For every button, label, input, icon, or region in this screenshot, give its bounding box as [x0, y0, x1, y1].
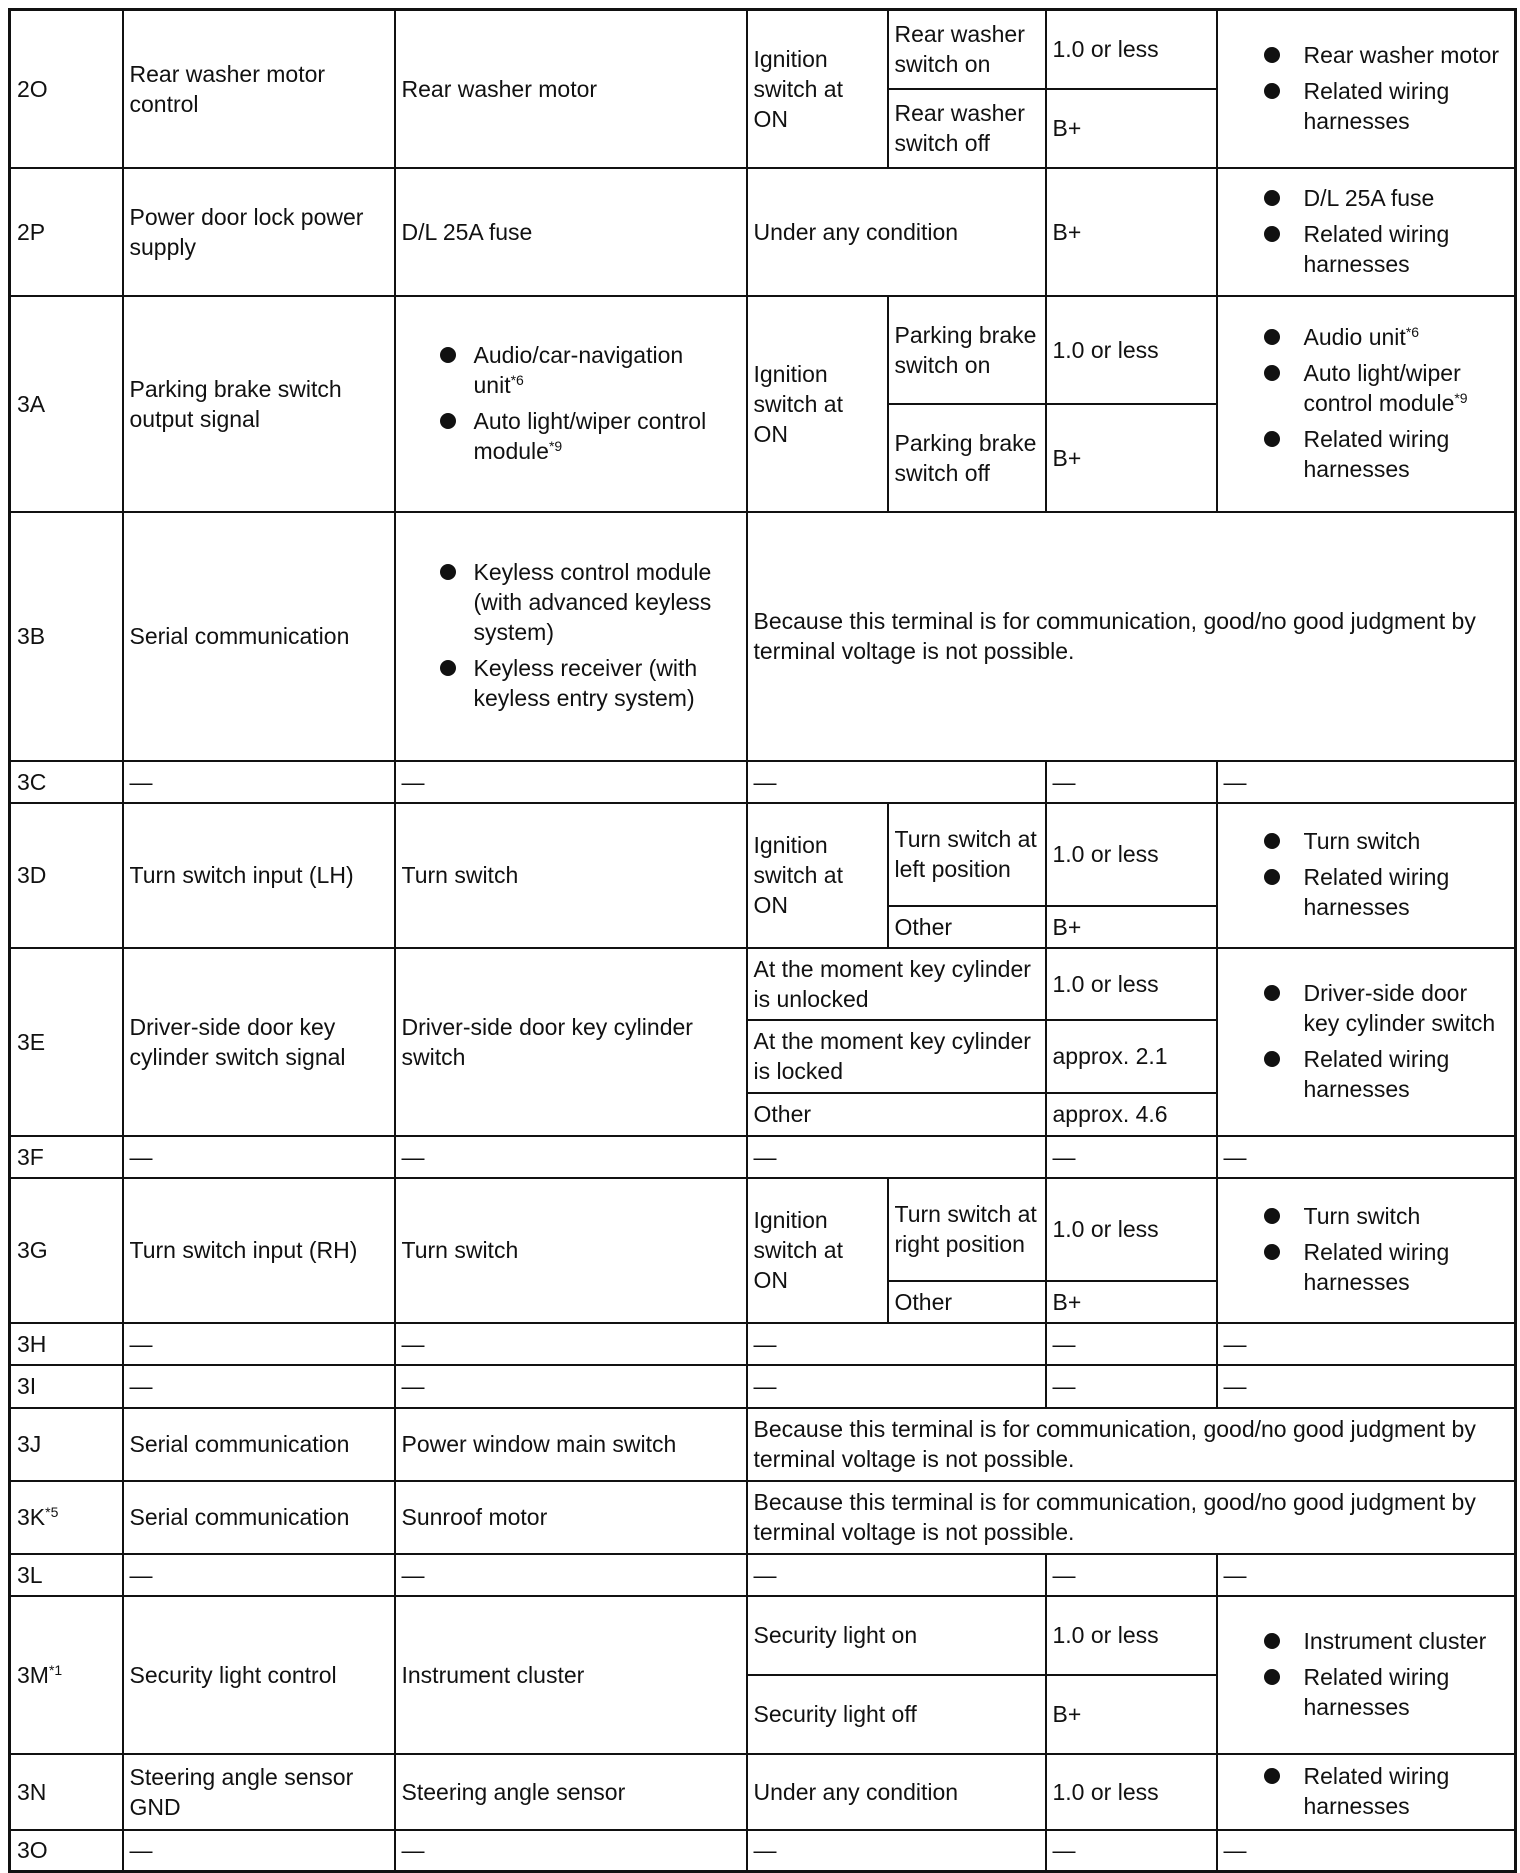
- reference-cell: [1217, 296, 1516, 512]
- condition-cell: Ignition switch at ON: [747, 296, 888, 512]
- condition-cell: At the moment key cylinder is locked: [747, 1020, 1046, 1093]
- list-item: Auto light/wiper control module$^{*9}$: [1224, 358, 1509, 418]
- reference-cell: [1217, 1178, 1516, 1323]
- dash-cell: —: [395, 1554, 747, 1596]
- dash-cell: —: [395, 1323, 747, 1365]
- table-row: [10, 803, 1516, 906]
- dash-cell: —: [747, 761, 1046, 803]
- note-cell: Because this terminal is for communication, good/no good judgment by terminal voltage is not possible.: [747, 1408, 1516, 1481]
- reference-cell: [1217, 10, 1516, 168]
- list-item: Related wiring harnesses: [1224, 1761, 1509, 1821]
- table-row: [10, 948, 1516, 1020]
- list-item: Auto light/wiper control module$^{*9}$: [402, 406, 740, 466]
- condition-cell: Ignition switch at ON: [747, 10, 888, 168]
- sub-condition-cell: Turn switch at left position: [888, 803, 1046, 906]
- table-row: [10, 1365, 1516, 1408]
- bullet-icon: [1264, 1768, 1280, 1784]
- connection-cell: Power window main switch: [395, 1408, 747, 1481]
- table-row: [10, 1754, 1516, 1830]
- dash-cell: —: [395, 1136, 747, 1178]
- list-item: Related wiring harnesses: [1224, 219, 1509, 279]
- bullet-icon: [1264, 83, 1280, 99]
- description-cell: Parking brake switch output signal: [123, 296, 395, 512]
- value-cell: 1.0 or less: [1046, 296, 1217, 404]
- dash-cell: —: [747, 1830, 1046, 1872]
- connection-cell: Turn switch: [395, 1178, 747, 1323]
- list-item: Driver-side door key cylinder switch: [1224, 978, 1509, 1038]
- description-cell: Serial communication: [123, 512, 395, 761]
- bullet-icon: [1264, 869, 1280, 885]
- table-row: [10, 1481, 1516, 1554]
- table-row: [10, 1554, 1516, 1596]
- condition-cell: Ignition switch at ON: [747, 1178, 888, 1323]
- bullet-icon: [1264, 833, 1280, 849]
- list-item: Turn switch: [1224, 1201, 1509, 1231]
- description-cell: Power door lock power supply: [123, 168, 395, 296]
- table-row: [10, 1830, 1516, 1872]
- dash-cell: —: [123, 1136, 395, 1178]
- bullet-icon: [1264, 190, 1280, 206]
- condition-cell: At the moment key cylinder is unlocked: [747, 948, 1046, 1020]
- value-cell: B+: [1046, 89, 1217, 168]
- dash-cell: —: [1217, 761, 1516, 803]
- table-row: [10, 1323, 1516, 1365]
- terminal-cell: 3E: [10, 948, 123, 1136]
- sub-condition-cell: Turn switch at right position: [888, 1178, 1046, 1281]
- dash-cell: —: [1217, 1365, 1516, 1408]
- dash-cell: —: [395, 761, 747, 803]
- sub-condition-cell: Other: [888, 1281, 1046, 1323]
- value-cell: 1.0 or less: [1046, 803, 1217, 906]
- terminal-cell: 3N: [10, 1754, 123, 1830]
- note-cell: Because this terminal is for communication, good/no good judgment by terminal voltage is not possible.: [747, 512, 1516, 761]
- dash-cell: —: [1046, 761, 1217, 803]
- value-cell: 1.0 or less: [1046, 948, 1217, 1020]
- dash-cell: —: [123, 1554, 395, 1596]
- connection-cell: Instrument cluster: [395, 1596, 747, 1754]
- connection-cell: Driver-side door key cylinder switch: [395, 948, 747, 1136]
- value-cell: B+: [1046, 168, 1217, 296]
- dash-cell: —: [1217, 1136, 1516, 1178]
- bullet-icon: [440, 347, 456, 363]
- dash-cell: —: [123, 1323, 395, 1365]
- dash-cell: —: [1217, 1830, 1516, 1872]
- list-item: Related wiring harnesses: [1224, 862, 1509, 922]
- bullet-icon: [1264, 1051, 1280, 1067]
- terminal-cell: 2O: [10, 10, 123, 168]
- dash-cell: —: [1046, 1554, 1217, 1596]
- dash-cell: —: [747, 1554, 1046, 1596]
- list-item: Audio/car-navigation unit$^{*6}$: [402, 340, 740, 400]
- value-cell: B+: [1046, 404, 1217, 512]
- description-cell: Steering angle sensor GND: [123, 1754, 395, 1830]
- bullet-icon: [1264, 329, 1280, 345]
- dash-cell: —: [747, 1323, 1046, 1365]
- table-row: [10, 296, 1516, 404]
- reference-cell: [1217, 803, 1516, 948]
- description-cell: Security light control: [123, 1596, 395, 1754]
- dash-cell: —: [1217, 1554, 1516, 1596]
- dash-cell: —: [1046, 1365, 1217, 1408]
- terminal-cell: 3O: [10, 1830, 123, 1872]
- connection-cell: Turn switch: [395, 803, 747, 948]
- description-cell: Rear washer motor control: [123, 10, 395, 168]
- dash-cell: —: [123, 1365, 395, 1408]
- terminal-cell: $3M^{*1}$: [10, 1596, 123, 1754]
- list-item: D/L 25A fuse: [1224, 183, 1509, 213]
- sub-condition-cell: Rear washer switch off: [888, 89, 1046, 168]
- connection-cell: Sunroof motor: [395, 1481, 747, 1554]
- list-item: Related wiring harnesses: [1224, 424, 1509, 484]
- condition-cell: Under any condition: [747, 168, 1046, 296]
- table-row: [10, 168, 1516, 296]
- condition-cell: Under any condition: [747, 1754, 1046, 1830]
- bullet-icon: [1264, 226, 1280, 242]
- dash-cell: —: [395, 1830, 747, 1872]
- bullet-icon: [1264, 431, 1280, 447]
- condition-cell: Ignition switch at ON: [747, 803, 888, 948]
- dash-cell: —: [123, 761, 395, 803]
- bullet-icon: [1264, 985, 1280, 1001]
- table-row: [10, 512, 1516, 761]
- reference-cell: [1217, 948, 1516, 1136]
- bullet-icon: [1264, 1208, 1280, 1224]
- value-cell: 1.0 or less: [1046, 1754, 1217, 1830]
- table-row: [10, 1408, 1516, 1481]
- value-cell: approx. 4.6: [1046, 1093, 1217, 1136]
- dash-cell: —: [123, 1830, 395, 1872]
- connection-cell: [395, 512, 747, 761]
- terminal-cell: 3F: [10, 1136, 123, 1178]
- terminal-cell: 3B: [10, 512, 123, 761]
- dash-cell: —: [1046, 1136, 1217, 1178]
- list-item: Related wiring harnesses: [1224, 1237, 1509, 1297]
- value-cell: 1.0 or less: [1046, 1178, 1217, 1281]
- bullet-icon: [1264, 1244, 1280, 1260]
- terminal-cell: 3A: [10, 296, 123, 512]
- terminal-cell: 3H: [10, 1323, 123, 1365]
- note-cell: Because this terminal is for communication, good/no good judgment by terminal voltage is not possible.: [747, 1481, 1516, 1554]
- value-cell: 1.0 or less: [1046, 10, 1217, 89]
- reference-cell: [1217, 1596, 1516, 1754]
- dash-cell: —: [747, 1136, 1046, 1178]
- value-cell: approx. 2.1: [1046, 1020, 1217, 1093]
- terminal-cell: 3J: [10, 1408, 123, 1481]
- list-item: Keyless control module (with advanced keyless system): [402, 557, 740, 647]
- connection-cell: [395, 296, 747, 512]
- connection-cell: Rear washer motor: [395, 10, 747, 168]
- reference-cell: [1217, 1754, 1516, 1830]
- dash-cell: —: [747, 1365, 1046, 1408]
- condition-cell: Security light on: [747, 1596, 1046, 1675]
- connection-cell: Steering angle sensor: [395, 1754, 747, 1830]
- terminal-table: [8, 8, 1517, 1873]
- description-cell: Turn switch input (LH): [123, 803, 395, 948]
- condition-cell: Other: [747, 1093, 1046, 1136]
- dash-cell: —: [1046, 1323, 1217, 1365]
- sub-condition-cell: Parking brake switch on: [888, 296, 1046, 404]
- bullet-icon: [1264, 365, 1280, 381]
- bullet-icon: [440, 660, 456, 676]
- table-row: [10, 1136, 1516, 1178]
- table-row: [10, 10, 1516, 89]
- bullet-icon: [1264, 1669, 1280, 1685]
- terminal-cell: 2P: [10, 168, 123, 296]
- table-row: [10, 1596, 1516, 1675]
- terminal-cell: 3L: [10, 1554, 123, 1596]
- terminal-cell: 3D: [10, 803, 123, 948]
- value-cell: B+: [1046, 906, 1217, 948]
- description-cell: Serial communication: [123, 1481, 395, 1554]
- table-row: [10, 1178, 1516, 1281]
- sub-condition-cell: Parking brake switch off: [888, 404, 1046, 512]
- list-item: Rear washer motor: [1224, 40, 1509, 70]
- dash-cell: —: [1046, 1830, 1217, 1872]
- value-cell: B+: [1046, 1675, 1217, 1754]
- list-item: Related wiring harnesses: [1224, 1662, 1509, 1722]
- value-cell: B+: [1046, 1281, 1217, 1323]
- list-item: Audio unit$^{*6}$: [1224, 322, 1509, 352]
- dash-cell: —: [395, 1365, 747, 1408]
- reference-cell: [1217, 168, 1516, 296]
- list-item: Related wiring harnesses: [1224, 1044, 1509, 1104]
- condition-cell: Security light off: [747, 1675, 1046, 1754]
- value-cell: 1.0 or less: [1046, 1596, 1217, 1675]
- terminal-cell: 3G: [10, 1178, 123, 1323]
- table-row: [10, 761, 1516, 803]
- sub-condition-cell: Other: [888, 906, 1046, 948]
- list-item: Turn switch: [1224, 826, 1509, 856]
- bullet-icon: [440, 564, 456, 580]
- terminal-cell: 3I: [10, 1365, 123, 1408]
- bullet-icon: [1264, 47, 1280, 63]
- list-item: Related wiring harnesses: [1224, 76, 1509, 136]
- bullet-icon: [440, 413, 456, 429]
- bullet-icon: [1264, 1633, 1280, 1649]
- description-cell: Turn switch input (RH): [123, 1178, 395, 1323]
- terminal-cell: 3C: [10, 761, 123, 803]
- connection-cell: D/L 25A fuse: [395, 168, 747, 296]
- list-item: Keyless receiver (with keyless entry system): [402, 653, 740, 713]
- sub-condition-cell: Rear washer switch on: [888, 10, 1046, 89]
- list-item: Instrument cluster: [1224, 1626, 1509, 1656]
- description-cell: Driver-side door key cylinder switch signal: [123, 948, 395, 1136]
- dash-cell: —: [1217, 1323, 1516, 1365]
- description-cell: Serial communication: [123, 1408, 395, 1481]
- terminal-cell: $3K^{*5}$: [10, 1481, 123, 1554]
